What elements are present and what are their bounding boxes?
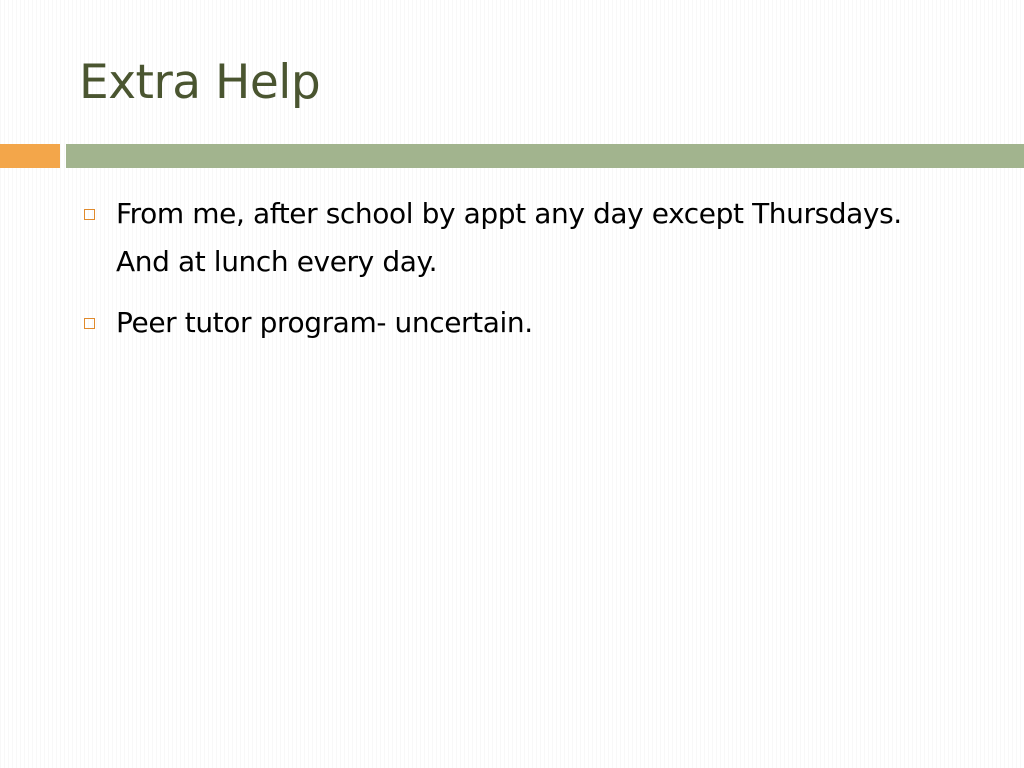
bullet-text: Peer tutor program- uncertain. xyxy=(116,306,533,339)
hollow-square-bullet-icon xyxy=(84,318,95,329)
slide-title: Extra Help xyxy=(79,55,321,110)
bullet-text: From me, after school by appt any day except Thursdays. And at lunch every day. xyxy=(116,197,902,278)
bullet-list xyxy=(82,190,962,360)
accent-bar-orange xyxy=(0,144,60,168)
hollow-square-bullet-icon xyxy=(84,209,95,220)
bullet-item xyxy=(82,299,962,347)
accent-bar-green xyxy=(66,144,1024,168)
bullet-item xyxy=(82,190,962,286)
